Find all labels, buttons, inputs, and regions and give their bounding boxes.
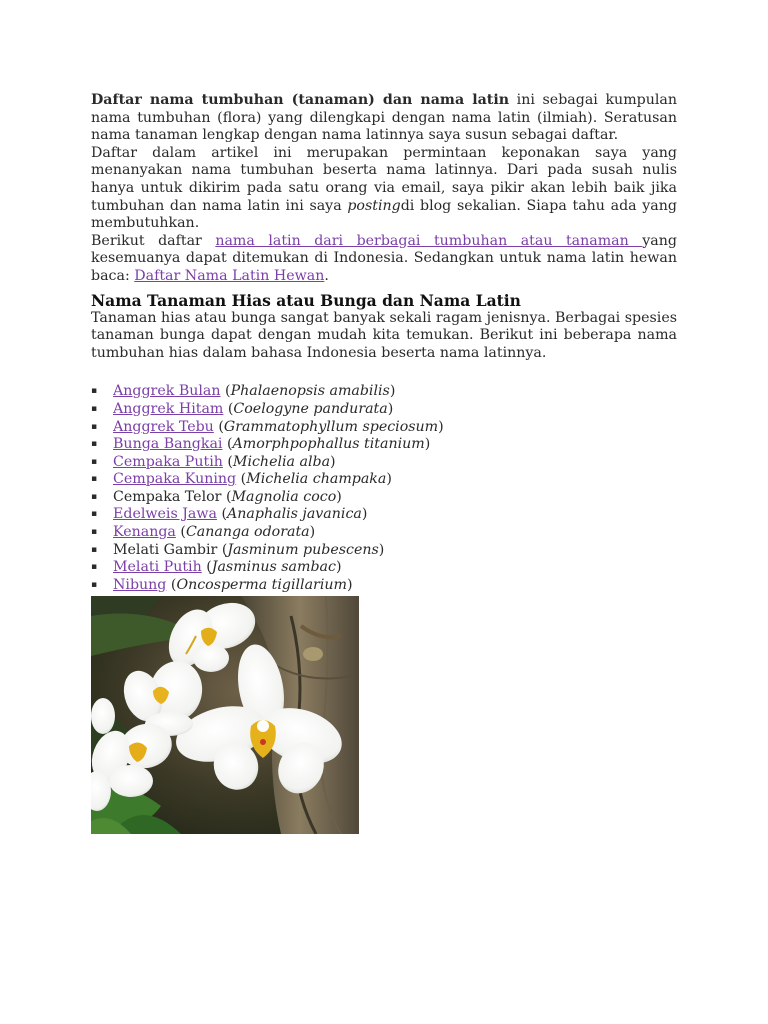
plant-latin-name: Amorphpophallus titanium bbox=[232, 436, 425, 453]
section-description: Tanaman hias atau bunga sangat banyak sekali ragam jenisnya. Berbagai spesies tanaman bunga dapat dengan mudah kita temukan. Berikut ini beberapa nama tumbuhan hias dalam bahasa Indonesia beserta nama latinnya. bbox=[91, 309, 677, 361]
list-bullet: ▪ bbox=[91, 474, 98, 485]
plant-list-item: ▪ Anggrek Hitam (Coelogyne pandurata) bbox=[91, 400, 394, 417]
para3-text-middle: yang kesemuanya dapat ditemukan di Indonesia. Sedangkan untuk nama latin hewan baca: bbox=[91, 232, 677, 284]
plant-list-item: ▪ Anggrek Bulan (Phalaenopsis amabilis) bbox=[91, 383, 396, 400]
plant-name: Cempaka Telor bbox=[113, 488, 222, 505]
white-orchid-photo bbox=[91, 596, 359, 834]
plant-latin-name: Grammatophyllum speciosum bbox=[223, 418, 439, 435]
plant-latin-name: Phalaenopsis amabilis bbox=[230, 383, 390, 400]
plant-name-link[interactable]: Anggrek Hitam bbox=[113, 400, 224, 417]
plant-list-item: ▪ Cempaka Telor (Magnolia coco) bbox=[91, 488, 342, 505]
list-bullet: ▪ bbox=[91, 491, 98, 502]
para2-text-after: di blog sekalian. Siapa tahu ada yang membutuhkan. bbox=[91, 197, 677, 232]
plant-list-item: ▪ Nibung (Oncosperma tigillarium) bbox=[91, 576, 353, 593]
plant-name-link[interactable]: Edelweis Jawa bbox=[113, 506, 217, 523]
plant-list-item: ▪ Melati Putih (Jasminus sambac) bbox=[91, 559, 342, 576]
plant-list-item: ▪ Cempaka Kuning (Michelia champaka) bbox=[91, 471, 392, 488]
plant-list-item: ▪ Melati Gambir (Jasminum pubescens) bbox=[91, 541, 385, 558]
list-bullet: ▪ bbox=[91, 579, 98, 590]
plant-latin-name: Oncosperma tigillarium bbox=[176, 576, 347, 593]
plant-latin-name: Cananga odorata bbox=[185, 524, 310, 541]
list-bullet: ▪ bbox=[91, 456, 98, 467]
plant-latin-names-link[interactable]: nama latin dari berbagai tumbuhan atau tanaman bbox=[215, 232, 643, 249]
plant-name-link[interactable]: Melati Putih bbox=[113, 559, 202, 576]
plant-latin-name: Coelogyne pandurata bbox=[233, 400, 388, 417]
list-bullet: ▪ bbox=[91, 562, 98, 573]
para3-text-before: Berikut daftar bbox=[91, 232, 216, 249]
plant-list-item: ▪ Anggrek Tebu (Grammatophyllum speciosum) bbox=[91, 418, 444, 435]
list-bullet: ▪ bbox=[91, 386, 98, 397]
plant-latin-name: Jasminus sambac bbox=[211, 559, 336, 576]
section-heading: Nama Tanaman Hias atau Bunga dan Nama Latin bbox=[91, 290, 521, 310]
list-bullet: ▪ bbox=[91, 527, 98, 538]
plant-list-item: ▪ Kenanga (Cananga odorata) bbox=[91, 524, 316, 541]
plant-list bbox=[91, 383, 677, 594]
plant-list-item: ▪ Edelweis Jawa (Anaphalis javanica) bbox=[91, 506, 368, 523]
plant-name: Melati Gambir bbox=[113, 541, 218, 558]
plant-name-link[interactable]: Cempaka Kuning bbox=[113, 471, 237, 488]
plant-name-link[interactable]: Kenanga bbox=[113, 524, 176, 541]
list-bullet: ▪ bbox=[91, 403, 98, 414]
list-bullet: ▪ bbox=[91, 439, 98, 450]
para2-text-before: Daftar dalam artikel ini merupakan permintaan keponakan saya yang menanyakan nama tumbuhan beserta nama latinnya. Dari pada susah nulis hanya untuk dikirim pada satu orang via email, saya pikir akan lebih baik jika tumbuhan dan nama latin ini saya bbox=[91, 144, 677, 214]
plant-latin-name: Michelia alba bbox=[232, 453, 331, 470]
plant-name-link[interactable]: Nibung bbox=[113, 576, 167, 593]
plant-list-item: ▪ Cempaka Putih (Michelia alba) bbox=[91, 453, 336, 470]
plant-latin-name: Anaphalis javanica bbox=[227, 506, 362, 523]
para2-italic-word: posting bbox=[347, 197, 401, 214]
list-bullet: ▪ bbox=[91, 509, 98, 520]
plant-list-item: ▪ Bunga Bangkai (Amorphpophallus titanium) bbox=[91, 436, 431, 453]
intro-bold-lead: Daftar nama tumbuhan (tanaman) dan nama latin bbox=[91, 92, 510, 108]
para3-text-end: . bbox=[324, 267, 329, 284]
intro-sentence-rest: ini sebagai kumpulan nama tumbuhan (flora) yang dilengkapi dengan nama latin (ilmiah). Seratusan nama tanaman lengkap dengan nama latinnya saya susun sebagai daftar. bbox=[91, 92, 677, 144]
plant-name-link[interactable]: Bunga Bangkai bbox=[113, 436, 223, 453]
plant-name-link[interactable]: Anggrek Tebu bbox=[113, 418, 214, 435]
plant-latin-name: Magnolia coco bbox=[231, 488, 337, 505]
plant-name-link[interactable]: Cempaka Putih bbox=[113, 453, 223, 470]
article-body bbox=[91, 92, 677, 834]
intro-paragraph-1 bbox=[91, 92, 677, 145]
list-bullet: ▪ bbox=[91, 544, 98, 555]
plant-name-link[interactable]: Anggrek Bulan bbox=[113, 383, 221, 400]
plant-latin-name: Michelia champaka bbox=[246, 471, 387, 488]
plant-latin-name: Jasminum pubescens bbox=[227, 541, 379, 558]
intro-paragraph-2 bbox=[91, 145, 677, 233]
list-bullet: ▪ bbox=[91, 421, 98, 432]
intro-paragraph-3 bbox=[91, 233, 677, 286]
animal-latin-names-link[interactable]: Daftar Nama Latin Hewan bbox=[134, 267, 325, 284]
